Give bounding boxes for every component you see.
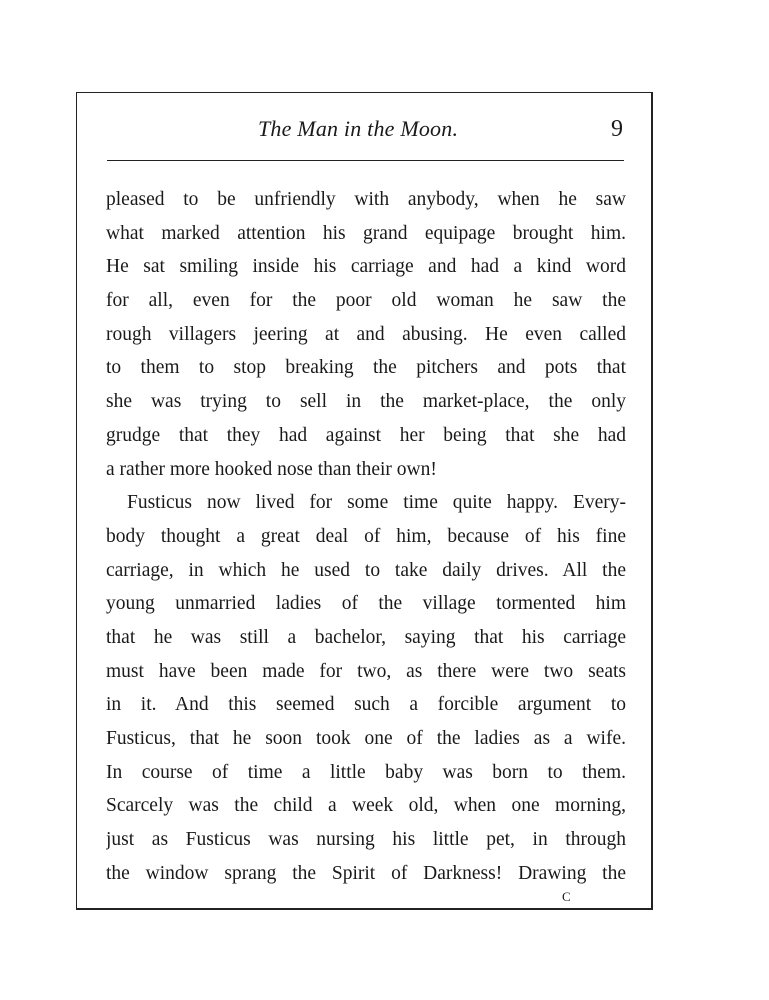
page-number: 9	[611, 116, 623, 142]
text-line: body thought a great deal of him, because of his fine	[106, 525, 626, 547]
running-head	[0, 112, 769, 148]
text-line: carriage, in which he used to take daily drives. All the	[106, 559, 626, 581]
text-line: Fusticus, that he soon took one of the ladies as a wife.	[106, 728, 626, 749]
text-line: grudge that they had against her being that she had	[106, 424, 626, 446]
paragraph-start-line: Fusticus now lived for some time quite happy. Every-	[127, 492, 626, 514]
text-line: for all, even for the poor old woman he saw the	[106, 290, 626, 312]
text-line: to them to stop breaking the pitchers and pots that	[106, 357, 626, 379]
text-line: the window sprang the Spirit of Darkness! Drawing the	[106, 862, 626, 884]
text-line: rough villagers jeering at and abusing. He even called	[106, 323, 626, 345]
text-line: Scarcely was the child a week old, when one morning,	[106, 795, 626, 817]
text-line: what marked attention his grand equipage brought him.	[106, 222, 626, 244]
signature-mark: C	[562, 889, 571, 904]
text-line: He sat smiling inside his carriage and had a kind word	[106, 256, 626, 278]
text-line: she was trying to sell in the market-place, the only	[106, 391, 626, 413]
text-line: In course of time a little baby was born to them.	[106, 761, 626, 783]
text-line: must have been made for two, as there were two seats	[106, 660, 626, 682]
text-line: that he was still a bachelor, saying that his carriage	[106, 626, 626, 648]
text-line: just as Fusticus was nursing his little pet, in through	[106, 829, 626, 851]
paragraph-end-line: a rather more hooked nose than their own!	[106, 458, 437, 480]
running-title: The Man in the Moon.	[258, 116, 459, 141]
text-line: in it. And this seemed such a forcible argument to	[106, 694, 626, 716]
text-line: pleased to be unfriendly with anybody, when he saw	[106, 189, 626, 210]
body-text	[106, 183, 626, 890]
text-line: young unmarried ladies of the village tormented him	[106, 593, 626, 615]
header-rule	[107, 160, 624, 161]
